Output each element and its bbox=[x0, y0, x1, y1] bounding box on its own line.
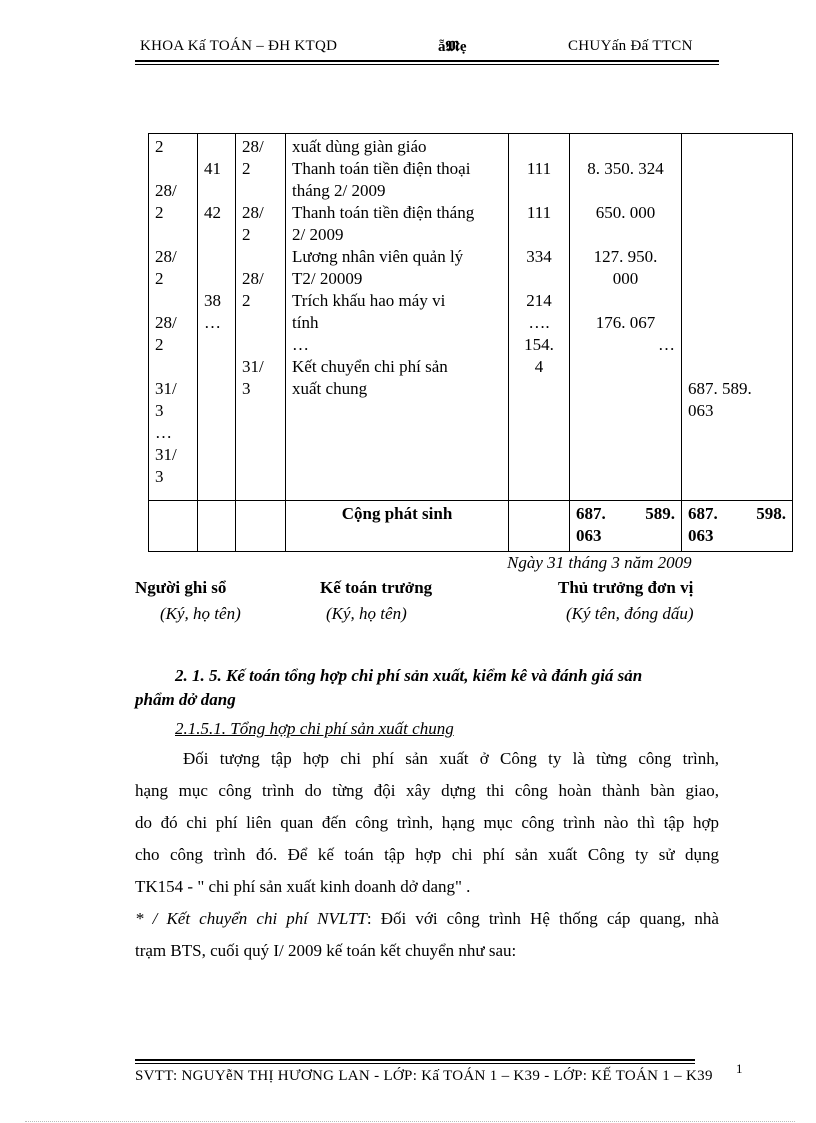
cell-line: 3 bbox=[155, 401, 164, 420]
note-line: * / Kết chuyển chi phí NVLTT: Đối với công trình Hệ thống cáp quang, nhà bbox=[135, 909, 719, 928]
cell-line bbox=[688, 356, 786, 378]
cell-line: tháng 2/ 2009 bbox=[292, 181, 386, 200]
cell-line: … bbox=[658, 335, 675, 354]
cell-line bbox=[204, 268, 229, 290]
cell-line: Thanh toán tiền điện thoại bbox=[292, 159, 471, 178]
total-credit: 687. 598. 063 bbox=[682, 501, 793, 552]
cell-line: 28/ bbox=[242, 269, 264, 288]
cell-line: Kết chuyển chi phí sản bbox=[292, 357, 448, 376]
footer-text: SVTT: NGUYễN THỊ HƯƠNG LAN - LỚP: Kấ TOÁN 1 – K39 - LỚP: KẾ TOÁN 1 – K39 bbox=[135, 1068, 713, 1084]
cell-line: 111 bbox=[526, 159, 552, 178]
cell-line: 2 bbox=[155, 203, 164, 222]
cell-line: 28/ bbox=[155, 247, 177, 266]
cell-line bbox=[576, 290, 675, 312]
cell-line bbox=[515, 268, 563, 290]
cell-line bbox=[688, 224, 786, 246]
cell-line: … bbox=[292, 335, 309, 354]
cell-line bbox=[576, 224, 675, 246]
cell-line: 000 bbox=[612, 269, 639, 288]
cell-line bbox=[688, 334, 786, 356]
cell-line bbox=[576, 180, 675, 202]
cell-line: xuất chung bbox=[292, 379, 368, 398]
section-heading: 2. 1. 5. Kế toán tổng hợp chi phí sản xuất, kiểm kê và đánh giá sản bbox=[175, 666, 643, 685]
cell-line: 127. 950. bbox=[593, 247, 658, 266]
cell-line bbox=[688, 158, 786, 180]
cell-line bbox=[155, 356, 191, 378]
cell-line bbox=[204, 136, 229, 158]
voucher-date-column bbox=[236, 134, 286, 501]
cell-line bbox=[688, 202, 786, 224]
cell-line: 2 bbox=[242, 159, 251, 178]
cell-line bbox=[204, 180, 229, 202]
cell-line: 8. 350. 324 bbox=[587, 159, 664, 178]
cell-line bbox=[155, 290, 191, 312]
cell-line: 28/ bbox=[155, 181, 177, 200]
total-debit: 687. 589. 063 bbox=[570, 501, 682, 552]
signature-date: Ngày 31 tháng 3 năm 2009 bbox=[507, 553, 692, 572]
footer-rule-thin bbox=[135, 1063, 695, 1064]
note-chief-accountant: (Ký, họ tên) bbox=[326, 604, 407, 623]
credit-column bbox=[682, 134, 793, 501]
header-rule-thin bbox=[135, 64, 719, 65]
cell-line: 214 bbox=[526, 291, 552, 310]
cell-line: tính bbox=[292, 313, 319, 332]
cell-line bbox=[688, 312, 786, 334]
cell-line: 687. 589. bbox=[688, 379, 752, 398]
cell-line: 3 bbox=[242, 379, 251, 398]
cell-line bbox=[204, 246, 229, 268]
cell-line: 176. 067 bbox=[595, 313, 656, 332]
cell-line bbox=[242, 246, 279, 268]
cell-line: 063 bbox=[688, 401, 714, 420]
cell-line bbox=[688, 136, 786, 158]
cell-line bbox=[155, 158, 191, 180]
debit-column bbox=[570, 134, 682, 501]
cell-line bbox=[242, 180, 279, 202]
role-chief-accountant: Kế toán trưởng bbox=[320, 578, 433, 597]
cell-line bbox=[688, 246, 786, 268]
cell-line bbox=[155, 224, 191, 246]
cell-line: 31/ bbox=[155, 445, 177, 464]
cell-line: 2 bbox=[155, 137, 164, 156]
table-row bbox=[149, 134, 793, 501]
cell-line: … bbox=[204, 313, 221, 332]
role-recorder: Người ghi sổ bbox=[135, 578, 227, 597]
cell-line bbox=[515, 224, 563, 246]
cell-line: 154. bbox=[524, 335, 554, 354]
cell-line: … bbox=[155, 423, 172, 442]
cell-line: 2 bbox=[242, 225, 251, 244]
cell-line: 2 bbox=[242, 291, 251, 310]
cell-line: 38 bbox=[204, 291, 221, 310]
cell-line: xuất dùng giàn giáo bbox=[292, 137, 427, 156]
date-column bbox=[149, 134, 198, 501]
cell-line bbox=[515, 180, 563, 202]
cell-line: 31/ bbox=[242, 357, 264, 376]
cell-line bbox=[204, 224, 229, 246]
cell-line bbox=[688, 180, 786, 202]
role-unit-head: Thủ trưởng đơn vị bbox=[558, 578, 694, 597]
subsection-heading: 2.1.5.1. Tổng hợp chi phí sản xuất chung bbox=[175, 719, 454, 738]
cell-line bbox=[688, 290, 786, 312]
cell-line: 31/ bbox=[155, 379, 177, 398]
cell-line: T2/ 20009 bbox=[292, 269, 363, 288]
cell-line: 28/ bbox=[242, 137, 264, 156]
header-left: KHOA Kấ TOÁN – ĐH KTQD bbox=[140, 38, 338, 54]
footer-rule bbox=[135, 1059, 695, 1061]
cell-line bbox=[576, 136, 675, 158]
ledger-table bbox=[148, 133, 793, 552]
cell-line: Thanh toán tiền điện tháng bbox=[292, 203, 475, 222]
account-column bbox=[509, 134, 570, 501]
cell-line bbox=[242, 334, 279, 356]
section-heading-cont: phẩm dở dang bbox=[135, 690, 236, 709]
cell-line: 111 bbox=[526, 203, 552, 222]
note-unit-head: (Ký tên, đóng dấu) bbox=[566, 604, 694, 623]
cell-line: 334 bbox=[526, 247, 552, 266]
cell-line: 3 bbox=[155, 467, 164, 486]
note-recorder: (Ký, họ tên) bbox=[160, 604, 241, 623]
cell-line: 4 bbox=[534, 357, 544, 376]
header-right: CHUYấn Đấ TTCN bbox=[568, 38, 693, 54]
cell-line: 28/ bbox=[242, 203, 264, 222]
cell-line: Trích khấu hao máy vi bbox=[292, 291, 446, 310]
voucher-number-column bbox=[198, 134, 236, 501]
cell-line: Lương nhân viên quản lý bbox=[292, 247, 464, 266]
cell-line: 2 bbox=[155, 269, 164, 288]
cell-line: 650. 000 bbox=[595, 203, 656, 222]
cell-line: 41 bbox=[204, 159, 221, 178]
cell-line: 2 bbox=[155, 335, 164, 354]
header-rule bbox=[135, 60, 719, 62]
header-ornament-icon: ẵ𝕸ẹ bbox=[438, 39, 467, 55]
cell-line: …. bbox=[528, 313, 550, 332]
body-paragraph: Đối tượng tập hợp chi phí sản xuất ở Công ty là từng công trình, hạng mục công trình do từng đội xây dựng thi công hoàn thành bàn giao, do đó chi phí liên quan đến công trình, hạng mục công trình nào thì tập hợp cho công trình đó. Để kế toán tập hợp chi phí sản xuất Công ty sử dụng TK154 - " chi phí sản xuất kinh doanh dở dang" . * / Kết chuyển chi phí NVLTT: Đối với công trình Hệ thống cáp quang, nhà trạm BTS, cuối quý I/ 2009 kế toán kết chuyển như sau: bbox=[135, 749, 719, 960]
page-edge-divider bbox=[25, 1121, 795, 1122]
total-label: Cộng phát sinh bbox=[286, 501, 509, 552]
cell-line bbox=[242, 312, 279, 334]
cell-line: 2/ 2009 bbox=[292, 225, 344, 244]
cell-line: 42 bbox=[204, 203, 221, 222]
total-row bbox=[149, 501, 793, 552]
description-column bbox=[286, 134, 509, 501]
cell-line: 28/ bbox=[155, 313, 177, 332]
cell-line bbox=[688, 268, 786, 290]
page-number: 1 bbox=[736, 1061, 743, 1076]
cell-line bbox=[515, 136, 563, 158]
